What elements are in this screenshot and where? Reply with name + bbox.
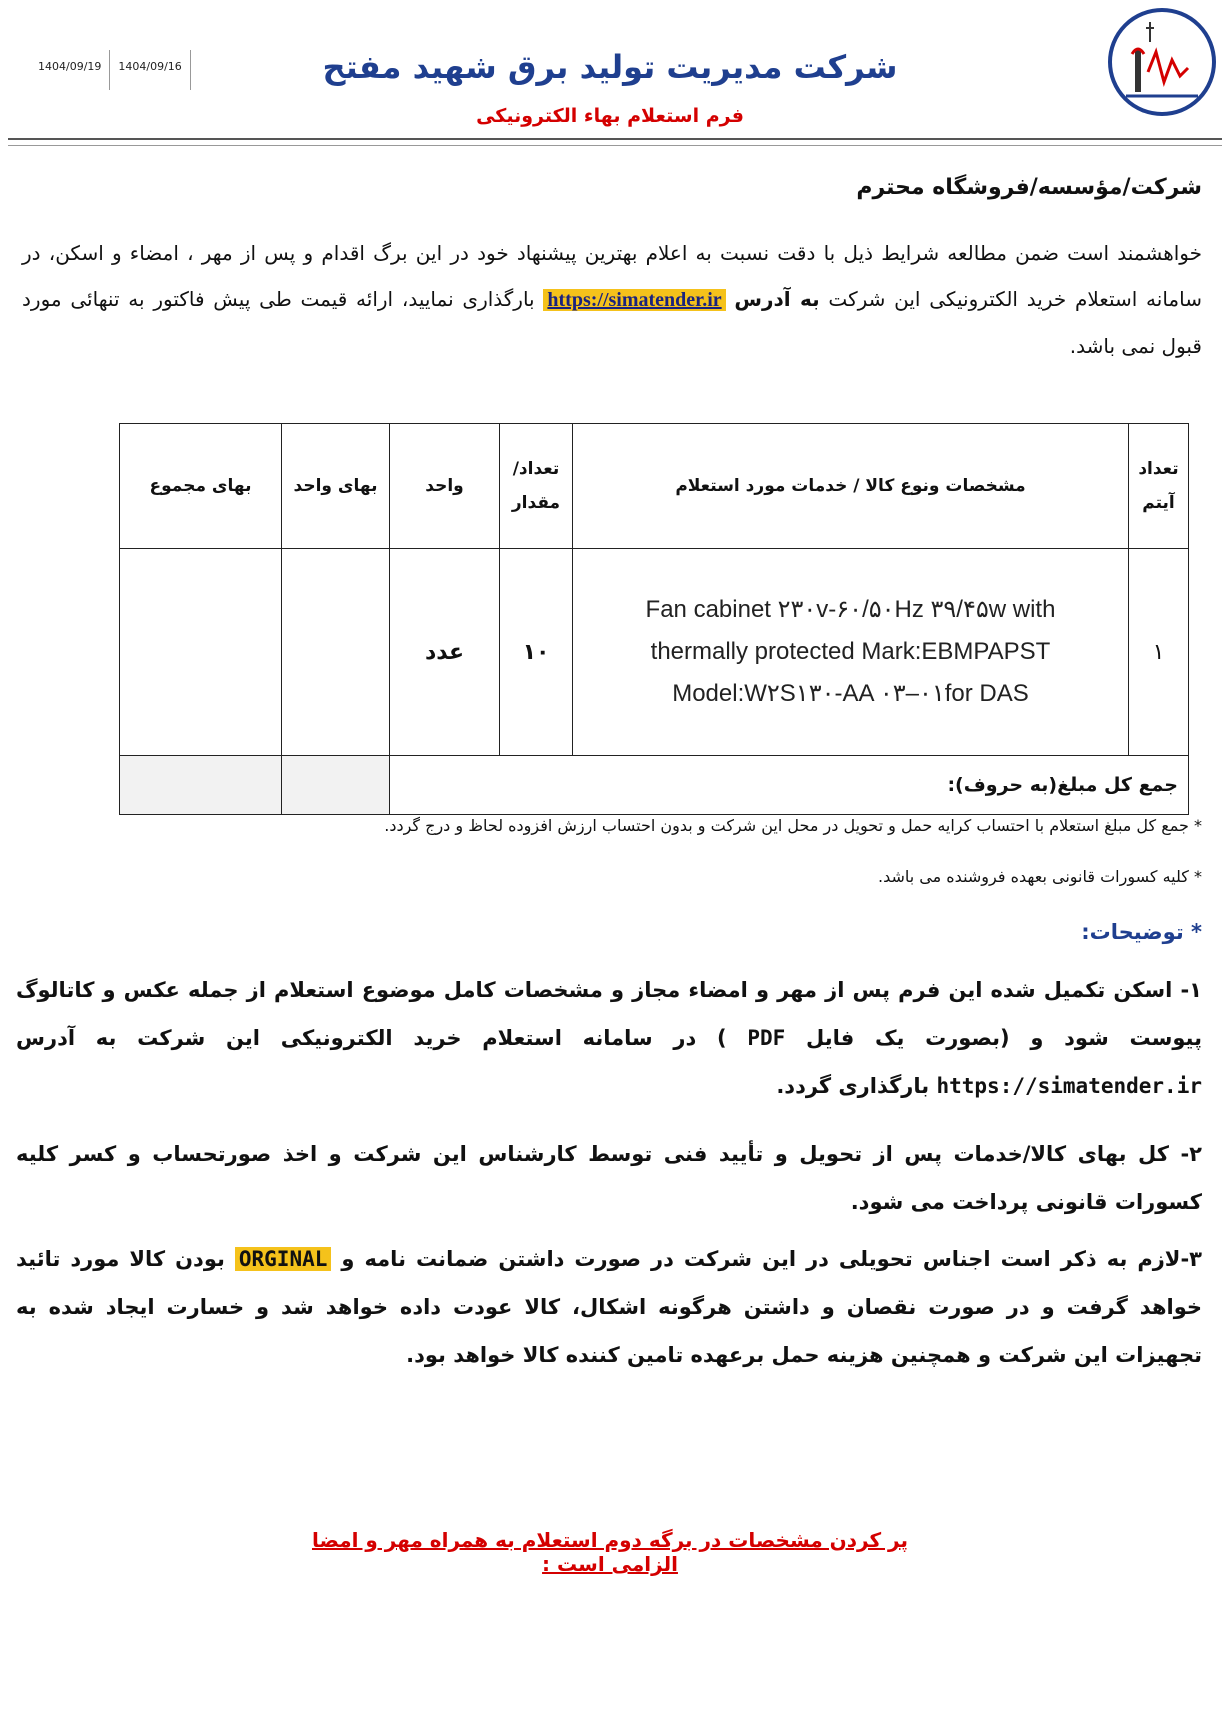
total-row bbox=[120, 756, 1189, 815]
intro-text: خواهشمند است ضمن مطالعه شرایط ذیل با دقت نسبت به اعلام بهترین پیشنهاد خود در این برگ اقدام و پس از مهر ، امضاء و اسکن، در سامانه استعلام خرید الکترونیکی این شرکت bbox=[22, 241, 1202, 311]
clause-2: ۲- کل بهای کالا/خدمات پس از تحویل و تأیید فنی توسط کارشناس این شرکت و اخذ صورتحساب و کسر کلیه کسورات قانونی پرداخت می شود. bbox=[16, 1142, 1202, 1214]
clause-3-text: ۳-لازم به ذکر است اجناس تحویلی در این شرکت در صورت داشتن ضمانت نامه و bbox=[331, 1247, 1202, 1271]
clause-1-link[interactable]: https://simatender.ir bbox=[936, 1074, 1202, 1098]
company-title: شرکت مدیریت تولید برق شهید مفتح bbox=[322, 48, 898, 86]
intro-paragraph bbox=[22, 230, 1202, 369]
company-logo-icon bbox=[1102, 2, 1222, 122]
intro-text-end: بارگذاری نمایید، ارائه قیمت طی پیش فاکتور به تنهائی مورد قبول نمی باشد. bbox=[22, 287, 1202, 358]
row-number: ۱ bbox=[1129, 549, 1189, 756]
clause-1-text: ۱- اسکن تکمیل شده این فرم پس از مهر و امضاء مجاز و مشخصات کامل موضوع استعلام از جمله عکس و کاتالوگ پیوست شود و (بصورت یک فایل bbox=[16, 978, 1202, 1050]
header-row-no: تعداد آیتم bbox=[1129, 424, 1189, 549]
clause-1-middle: ) در سامانه استعلام خرید الکترونیکی این شرکت به آدرس bbox=[16, 1026, 748, 1050]
item-description-cell bbox=[573, 549, 1129, 756]
note-item: * کلیه کسورات قانونی بعهده فروشنده می باشد. bbox=[877, 867, 1202, 886]
date-boxes bbox=[30, 50, 191, 90]
item-unit: عدد bbox=[390, 549, 500, 756]
item-description: Fan cabinet ۲۳۰v-۶۰/۵۰Hz ۳۹/۴۵w with thermally protected Mark:EBMPAPST Model:W۲S۱۳۰-AA ۰۳–۰۱for DAS bbox=[645, 596, 1056, 707]
clause-1-end: بارگذاری گردد. bbox=[776, 1074, 937, 1098]
total-amount-unit[interactable] bbox=[282, 756, 390, 815]
date-box: 1404/09/16 bbox=[109, 50, 190, 90]
header-unit-price: بهای واحد bbox=[282, 424, 390, 549]
table-header-row bbox=[120, 424, 1189, 549]
descriptions-heading: * توضیحات: bbox=[1081, 920, 1202, 944]
item-quantity: ۱۰ bbox=[500, 549, 573, 756]
clause-3 bbox=[16, 1235, 1202, 1379]
clause-1 bbox=[16, 966, 1202, 1110]
header-divider bbox=[8, 138, 1222, 146]
header-unit: واحد bbox=[390, 424, 500, 549]
portal-link[interactable]: https://simatender.ir bbox=[543, 289, 725, 311]
page-header bbox=[0, 0, 1230, 150]
date-box: 1404/09/19 bbox=[38, 60, 102, 73]
item-unit-price[interactable] bbox=[282, 549, 390, 756]
item-total-price[interactable] bbox=[120, 549, 282, 756]
note-item: * جمع کل مبلغ استعلام با احتساب کرایه حمل و تحویل در محل این شرکت و بدون احتساب ارزش افزوده لحاظ و درج گردد. bbox=[384, 816, 1202, 835]
total-label: جمع کل مبلغ(به حروف): bbox=[390, 756, 1189, 815]
header-description: مشخصات ونوع کالا / خدمات مورد استعلام bbox=[573, 424, 1129, 549]
greeting: شرکت/مؤسسه/فروشگاه محترم bbox=[856, 175, 1202, 200]
table-row bbox=[120, 549, 1189, 756]
address-label: به آدرس bbox=[734, 287, 820, 311]
header-total-price: بهای مجموع bbox=[120, 424, 282, 549]
footer-note: پر کردن مشخصات در برگه دوم استعلام به همراه مهر و امضا الزامی است : bbox=[311, 1528, 908, 1576]
original-highlight: ORGINAL bbox=[235, 1247, 332, 1271]
header-quantity: تعداد/ مقدار bbox=[500, 424, 573, 549]
clause-3-end: بودن کالا مورد تائید خواهد گرفت و در صورت نقصان و داشتن هرگونه اشکال، کالا عودت داده خواهد شد و خسارت ایجاد شده به تجهیزات این شرکت و همچنین هزینه حمل برعهده تامین کننده کالا خواهد بود. bbox=[16, 1247, 1202, 1367]
total-amount[interactable] bbox=[120, 756, 282, 815]
form-title: فرم استعلام بهاء الکترونیکی bbox=[476, 105, 744, 127]
pdf-label: PDF bbox=[747, 1026, 786, 1050]
inquiry-table bbox=[119, 423, 1189, 815]
